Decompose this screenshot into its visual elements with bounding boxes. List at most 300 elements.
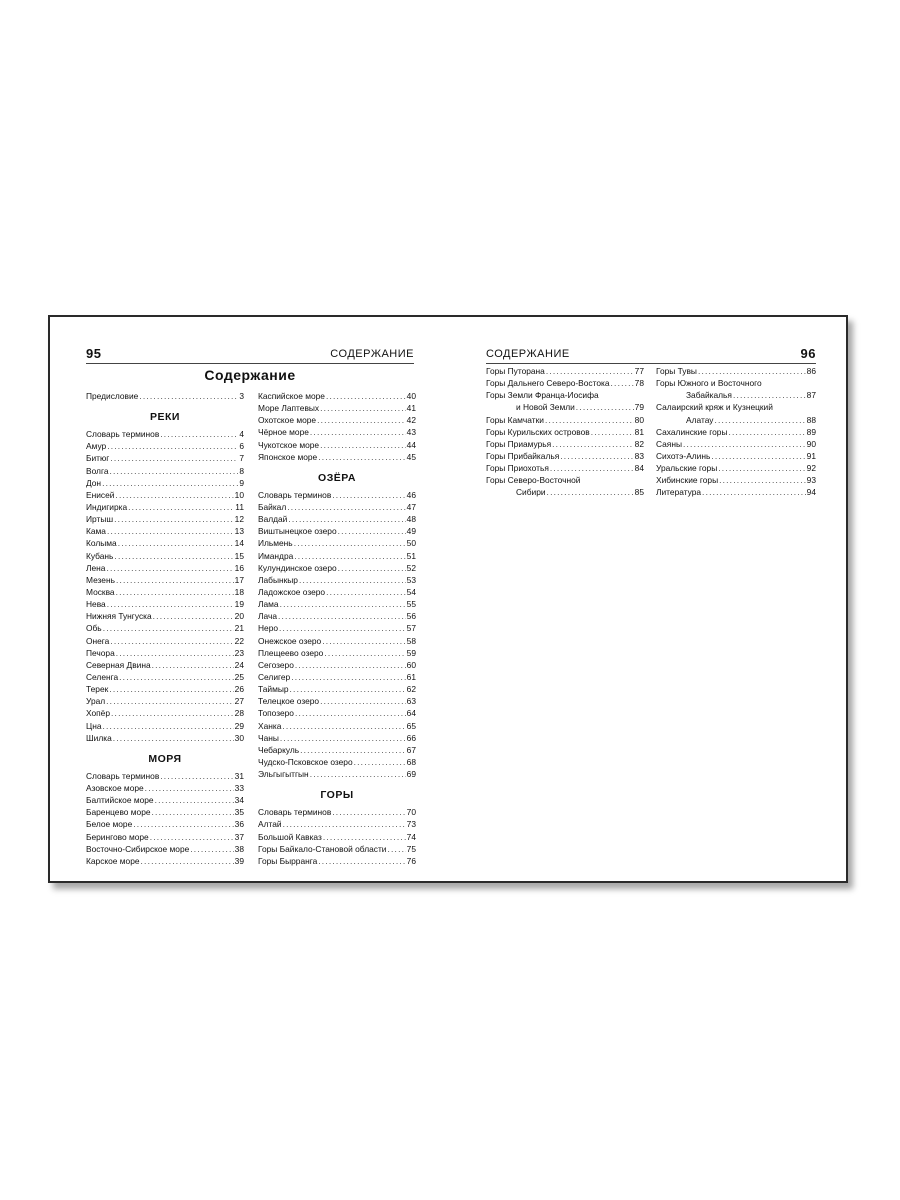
toc-entry-page: 34	[234, 795, 244, 806]
toc-entry[interactable]	[258, 659, 416, 671]
toc-entry-title: Нижняя Тунгуска	[86, 611, 152, 622]
toc-entry[interactable]	[258, 756, 416, 768]
toc-entry[interactable]	[86, 683, 244, 695]
toc-entry[interactable]	[258, 683, 416, 695]
toc-entry-title: Байкал	[258, 501, 287, 512]
toc-entry-title: Неро	[258, 623, 279, 634]
toc-entry[interactable]	[258, 707, 416, 719]
toc-entry-page: 61	[406, 671, 416, 682]
toc-entry[interactable]	[258, 855, 416, 867]
toc-entry[interactable]	[258, 806, 416, 818]
leader-dots	[280, 598, 406, 610]
toc-entry-title: Таймыр	[258, 684, 289, 695]
toc-entry-page: 42	[406, 415, 416, 426]
toc-entry-title: Индигирка	[86, 501, 128, 512]
toc-entry-title-line1: Горы Северо-Восточной	[486, 475, 581, 486]
toc-entry[interactable]	[86, 794, 244, 806]
toc-entry[interactable]	[258, 635, 416, 647]
book-spread	[48, 315, 848, 883]
toc-entry[interactable]	[86, 671, 244, 683]
toc-entry-page: 52	[406, 562, 416, 573]
toc-entry-literature[interactable]	[656, 486, 816, 498]
toc-entry[interactable]	[258, 843, 416, 855]
toc-entry-page: 84	[634, 463, 644, 474]
leader-dots	[133, 818, 233, 830]
leader-dots	[547, 486, 634, 498]
toc-entry-title: Чебаркуль	[258, 744, 300, 755]
leader-dots	[332, 806, 405, 818]
leader-dots	[107, 598, 234, 610]
toc-entry-title: Лабынкыр	[258, 574, 298, 585]
toc-entry-title-line2: и Новой Земли	[516, 402, 575, 413]
toc-entry-title: Сихотэ-Алинь	[656, 450, 711, 461]
leader-dots	[300, 744, 406, 756]
toc-entry-page: 45	[406, 451, 416, 462]
toc-entry-title: Телецкое озеро	[258, 696, 320, 707]
toc-entry-wrapped[interactable]	[486, 474, 644, 498]
toc-entry[interactable]	[486, 365, 644, 377]
toc-entry-title-line1: Горы Южного и Восточного	[656, 378, 762, 389]
toc-entry-page: 24	[234, 659, 244, 670]
running-head-left	[86, 345, 414, 364]
toc-entry[interactable]	[258, 439, 416, 451]
toc-entry-title: Шилка	[86, 732, 112, 743]
leader-dots	[102, 720, 233, 732]
toc-entry[interactable]	[486, 462, 644, 474]
toc-entry[interactable]	[258, 414, 416, 426]
leader-dots	[545, 414, 634, 426]
toc-entry[interactable]	[86, 489, 244, 501]
toc-entry-page: 37	[234, 831, 244, 842]
leader-dots	[310, 426, 406, 438]
toc-entry[interactable]	[258, 818, 416, 830]
leader-dots	[109, 465, 238, 477]
toc-entry-title: Битюг	[86, 453, 110, 464]
toc-entry-page: 50	[406, 538, 416, 549]
leader-dots	[280, 732, 406, 744]
toc-entry-page: 74	[406, 831, 416, 842]
toc-entry[interactable]	[486, 377, 644, 389]
toc-entry[interactable]	[258, 501, 416, 513]
toc-entry[interactable]	[86, 428, 244, 440]
toc-entry-title: Селигер	[258, 671, 291, 682]
toc-entry[interactable]	[86, 647, 244, 659]
leader-dots	[290, 683, 406, 695]
toc-entry-title: Чёрное море	[258, 427, 309, 438]
leader-dots	[106, 695, 234, 707]
toc-entry-title: Каспийское море	[258, 391, 325, 401]
toc-entry-title: Хопёр	[86, 708, 111, 719]
toc-entry-page: 68	[406, 756, 416, 767]
section-heading: МОРЯ	[148, 752, 182, 765]
leader-dots	[310, 768, 406, 780]
leader-dots	[279, 622, 406, 634]
leader-dots	[287, 501, 405, 513]
toc-entry-title: Нева	[86, 599, 106, 610]
toc-entry-page: 86	[806, 366, 816, 376]
toc-column-3	[486, 365, 644, 499]
toc-entry-title: Ильмень	[258, 538, 293, 549]
toc-entries	[656, 426, 816, 487]
toc-entry-page: 55	[406, 599, 416, 610]
leader-dots	[299, 574, 406, 586]
section-heading: ГОРЫ	[320, 789, 354, 802]
toc-entry-title: Горы Камчатки	[486, 414, 544, 425]
toc-entry-page: 67	[406, 744, 416, 755]
toc-entry-page: 39	[234, 855, 244, 866]
toc-entry-title: Предисловие	[86, 391, 139, 401]
toc-entry-title: Чукотское море	[258, 439, 320, 450]
toc-entry-page: 87	[806, 390, 816, 401]
toc-entry-title: Обь	[86, 623, 102, 634]
leader-dots	[320, 439, 406, 451]
leader-dots	[294, 537, 406, 549]
toc-entry-title: Северная Двина	[86, 659, 151, 670]
leader-dots	[326, 586, 406, 598]
running-title: СОДЕРЖАНИЕ	[486, 348, 570, 360]
leader-dots	[288, 513, 405, 525]
toc-entry-page: 33	[234, 782, 244, 793]
leader-dots	[719, 474, 806, 486]
toc-entry-page: 10	[234, 489, 244, 500]
toc-entry[interactable]	[258, 550, 416, 562]
leader-dots	[107, 525, 234, 537]
toc-entry-page: 21	[234, 623, 244, 634]
toc-entry[interactable]	[86, 855, 244, 867]
toc-entry[interactable]	[258, 426, 416, 438]
toc-entry-page: 81	[634, 426, 644, 437]
toc-entry[interactable]	[656, 450, 816, 462]
leader-dots	[354, 756, 406, 768]
toc-entry-title: Иртыш	[86, 514, 114, 525]
toc-entry-title: Кама	[86, 526, 106, 537]
toc-entry[interactable]	[258, 402, 416, 414]
toc-entry-page: 85	[634, 487, 644, 498]
leader-dots	[702, 486, 806, 498]
toc-entry-title: Словарь терминов	[86, 770, 160, 781]
toc-entry-page: 54	[406, 586, 416, 597]
leader-dots	[611, 377, 634, 389]
leader-dots	[109, 683, 233, 695]
toc-entry-title: Азовское море	[86, 782, 144, 793]
toc-entry[interactable]	[86, 622, 244, 634]
leader-dots	[338, 562, 406, 574]
toc-entry-page: 12	[234, 514, 244, 525]
toc-entry[interactable]	[86, 610, 244, 622]
toc-entry-title: Горы Путорана	[486, 366, 545, 376]
toc-entry[interactable]	[258, 525, 416, 537]
toc-entry-page: 92	[806, 463, 816, 474]
toc-entry-page: 78	[634, 378, 644, 389]
toc-entry-page: 23	[234, 647, 244, 658]
toc-entry-title: Селенга	[86, 671, 119, 682]
leader-dots	[139, 390, 238, 402]
page-number: 95	[86, 346, 102, 361]
toc-entry[interactable]	[86, 465, 244, 477]
toc-entry-title-line2: Забайкалья	[686, 390, 732, 401]
toc-entry-page: 41	[406, 403, 416, 414]
toc-column-1	[86, 390, 244, 867]
toc-entry[interactable]	[258, 671, 416, 683]
leader-dots	[145, 782, 234, 794]
toc-entry[interactable]	[86, 831, 244, 843]
toc-entry-title: Эльгыгытгын	[258, 769, 309, 780]
toc-entry[interactable]	[258, 768, 416, 780]
leader-dots	[714, 414, 805, 426]
leader-dots	[552, 438, 634, 450]
contents-title: Содержание	[204, 367, 296, 383]
leader-dots	[283, 818, 406, 830]
left-page	[50, 317, 450, 881]
toc-entry-page: 77	[634, 366, 644, 376]
toc-entry[interactable]	[258, 489, 416, 501]
toc-entry-page: 47	[406, 501, 416, 512]
leader-dots	[387, 843, 405, 855]
toc-entry[interactable]	[86, 782, 244, 794]
toc-entry-title: Словарь терминов	[258, 489, 332, 500]
toc-entry-title: Море Лаптевых	[258, 403, 320, 414]
toc-entry-page: 14	[234, 538, 244, 549]
leader-dots	[576, 401, 634, 413]
toc-entry[interactable]	[258, 451, 416, 463]
toc-entry-page: 51	[406, 550, 416, 561]
toc-entry-title: Цна	[86, 720, 102, 731]
leader-dots	[318, 855, 405, 867]
leader-dots	[160, 770, 233, 782]
toc-sections	[258, 471, 416, 867]
toc-entry[interactable]	[86, 562, 244, 574]
toc-entry[interactable]	[258, 720, 416, 732]
toc-entry-title: Горы Тувы	[656, 366, 697, 376]
toc-entry[interactable]	[258, 647, 416, 659]
toc-entry-title: Амур	[86, 441, 107, 452]
leader-dots	[323, 831, 406, 843]
toc-entry[interactable]	[486, 438, 644, 450]
toc-entry-title: Хибинские горы	[656, 475, 719, 486]
toc-entry[interactable]	[86, 574, 244, 586]
toc-entry[interactable]	[86, 477, 244, 489]
toc-entry[interactable]	[258, 586, 416, 598]
leader-dots	[718, 462, 805, 474]
toc-entry[interactable]	[86, 537, 244, 549]
toc-entry[interactable]	[258, 390, 416, 402]
toc-entry-wrapped[interactable]	[486, 389, 644, 413]
toc-entry-page: 56	[406, 611, 416, 622]
toc-entry-page: 3	[239, 391, 244, 401]
toc-entry-title: Ханка	[258, 720, 282, 731]
toc-entry-page: 94	[806, 487, 816, 498]
toc-entry-page: 70	[406, 807, 416, 818]
toc-entry[interactable]	[86, 695, 244, 707]
section-heading: ОЗЁРА	[318, 471, 356, 484]
toc-entry-title: Карское море	[86, 855, 140, 866]
toc-entry[interactable]	[86, 550, 244, 562]
toc-entry-preface[interactable]	[86, 390, 244, 402]
toc-entry-page: 18	[234, 586, 244, 597]
leader-dots	[698, 365, 806, 377]
leader-dots	[116, 574, 234, 586]
leader-dots	[338, 525, 406, 537]
leader-dots	[332, 489, 405, 501]
leader-dots	[295, 659, 406, 671]
toc-entry-title: Берингово море	[86, 831, 149, 842]
toc-entry-page: 60	[406, 659, 416, 670]
toc-entry-title: Кубань	[86, 550, 114, 561]
leader-dots	[317, 414, 406, 426]
toc-entry[interactable]	[258, 574, 416, 586]
toc-entry[interactable]	[86, 513, 244, 525]
toc-entry-title: Японское море	[258, 451, 318, 462]
leader-dots	[119, 671, 234, 683]
leader-dots	[114, 550, 233, 562]
toc-entry[interactable]	[656, 462, 816, 474]
leader-dots	[113, 732, 234, 744]
toc-entry-title: Литература	[656, 487, 702, 498]
toc-lead-entries	[258, 390, 416, 463]
toc-column-4	[656, 365, 816, 499]
toc-entry-page: 53	[406, 574, 416, 585]
toc-entry-title: Кулундинское озеро	[258, 562, 337, 573]
leader-dots	[683, 438, 806, 450]
toc-entry[interactable]	[86, 440, 244, 452]
leader-dots	[278, 610, 406, 622]
toc-entry[interactable]	[86, 720, 244, 732]
toc-entry-page: 83	[634, 450, 644, 461]
toc-entry-title: Горы Байкало-Становой области	[258, 843, 387, 854]
leader-dots	[550, 462, 634, 474]
toc-entry-title: Чудско-Псковское озеро	[258, 756, 353, 767]
toc-entry-page: 31	[234, 770, 244, 781]
leader-dots	[282, 720, 405, 732]
toc-entry-title: Колыма	[86, 538, 117, 549]
toc-entry-page: 73	[406, 819, 416, 830]
toc-entry-page: 58	[406, 635, 416, 646]
toc-entries	[486, 414, 644, 475]
toc-entry[interactable]	[258, 695, 416, 707]
toc-entry-page: 22	[234, 635, 244, 646]
toc-entry[interactable]	[258, 610, 416, 622]
toc-entry-page: 75	[406, 843, 416, 854]
toc-entry[interactable]	[258, 732, 416, 744]
toc-entry-title: Балтийское море	[86, 795, 154, 806]
toc-entry-page: 36	[234, 819, 244, 830]
toc-entries	[486, 365, 644, 389]
right-page	[450, 317, 850, 881]
toc-entry[interactable]	[86, 501, 244, 513]
leader-dots	[110, 452, 238, 464]
toc-entry[interactable]	[656, 426, 816, 438]
leader-dots	[102, 477, 238, 489]
toc-entry[interactable]	[86, 635, 244, 647]
toc-entry-title: Имандра	[258, 550, 294, 561]
toc-entry[interactable]	[258, 598, 416, 610]
toc-entry[interactable]	[86, 452, 244, 464]
page-number: 96	[800, 346, 816, 361]
toc-entry-page: 15	[234, 550, 244, 561]
toc-entry[interactable]	[86, 598, 244, 610]
toc-entry-title: Лама	[258, 599, 279, 610]
toc-entry-title: Уральские горы	[656, 463, 718, 474]
toc-entry-page: 79	[634, 402, 644, 413]
toc-entry-page: 82	[634, 438, 644, 449]
toc-entry-page: 90	[806, 438, 816, 449]
toc-entry-title: Словарь терминов	[258, 807, 332, 818]
toc-entry[interactable]	[656, 365, 816, 377]
toc-entry-title-line2: Сибири	[516, 487, 546, 498]
toc-entry[interactable]	[86, 806, 244, 818]
toc-entry-page: 59	[406, 647, 416, 658]
toc-entry-title: Плещеево озеро	[258, 647, 324, 658]
toc-entry-title: Онега	[86, 635, 110, 646]
toc-entry-page: 62	[406, 684, 416, 695]
leader-dots	[546, 365, 634, 377]
toc-entry[interactable]	[258, 622, 416, 634]
toc-entry-title: Белое море	[86, 819, 133, 830]
toc-entry-title-line1: Салаирский кряж и Кузнецкий	[656, 402, 773, 413]
leader-dots	[116, 647, 234, 659]
toc-entry[interactable]	[86, 707, 244, 719]
toc-entry-page: 57	[406, 623, 416, 634]
toc-entry-title: Саяны	[656, 438, 682, 449]
toc-entry-title: Баренцево море	[86, 807, 151, 818]
leader-dots	[733, 389, 806, 401]
toc-entry[interactable]	[486, 450, 644, 462]
leader-dots	[110, 635, 233, 647]
toc-entry-title: Восточно-Сибирское море	[86, 843, 190, 854]
toc-entry-title: Горы Дальнего Северо-Востока	[486, 378, 610, 389]
leader-dots	[326, 390, 406, 402]
leader-dots	[591, 426, 634, 438]
toc-entry-title: Дон	[86, 477, 102, 488]
toc-entry-wrapped[interactable]	[656, 401, 816, 425]
toc-entry[interactable]	[258, 537, 416, 549]
leader-dots	[152, 806, 234, 818]
toc-sections	[86, 410, 244, 867]
toc-entry[interactable]	[86, 770, 244, 782]
toc-entry[interactable]	[258, 744, 416, 756]
toc-entry[interactable]	[258, 513, 416, 525]
toc-entry-page: 4	[239, 429, 244, 440]
toc-entry[interactable]	[86, 818, 244, 830]
toc-entry[interactable]	[258, 562, 416, 574]
toc-entry-page: 63	[406, 696, 416, 707]
toc-entry[interactable]	[86, 843, 244, 855]
toc-entry[interactable]	[258, 831, 416, 843]
toc-entry-title: Москва	[86, 586, 115, 597]
running-head-right	[486, 345, 816, 364]
leader-dots	[295, 707, 406, 719]
toc-entry[interactable]	[86, 732, 244, 744]
toc-entry-page: 8	[239, 465, 244, 476]
toc-entry-page: 91	[806, 450, 816, 461]
toc-entry-wrapped[interactable]	[656, 377, 816, 401]
toc-entry[interactable]	[86, 525, 244, 537]
section-heading: РЕКИ	[150, 411, 180, 424]
leader-dots	[560, 450, 633, 462]
toc-entry-page: 44	[406, 439, 416, 450]
toc-entry[interactable]	[656, 438, 816, 450]
toc-entry[interactable]	[86, 586, 244, 598]
leader-dots	[294, 550, 405, 562]
toc-entry[interactable]	[486, 414, 644, 426]
toc-entry-page: 49	[406, 526, 416, 537]
toc-entry[interactable]	[486, 426, 644, 438]
toc-entry-title: Большой Кавказ	[258, 831, 322, 842]
toc-entry[interactable]	[656, 474, 816, 486]
toc-entry[interactable]	[86, 659, 244, 671]
toc-entry-title: Мезень	[86, 574, 115, 585]
toc-entry-title: Охотское море	[258, 415, 317, 426]
